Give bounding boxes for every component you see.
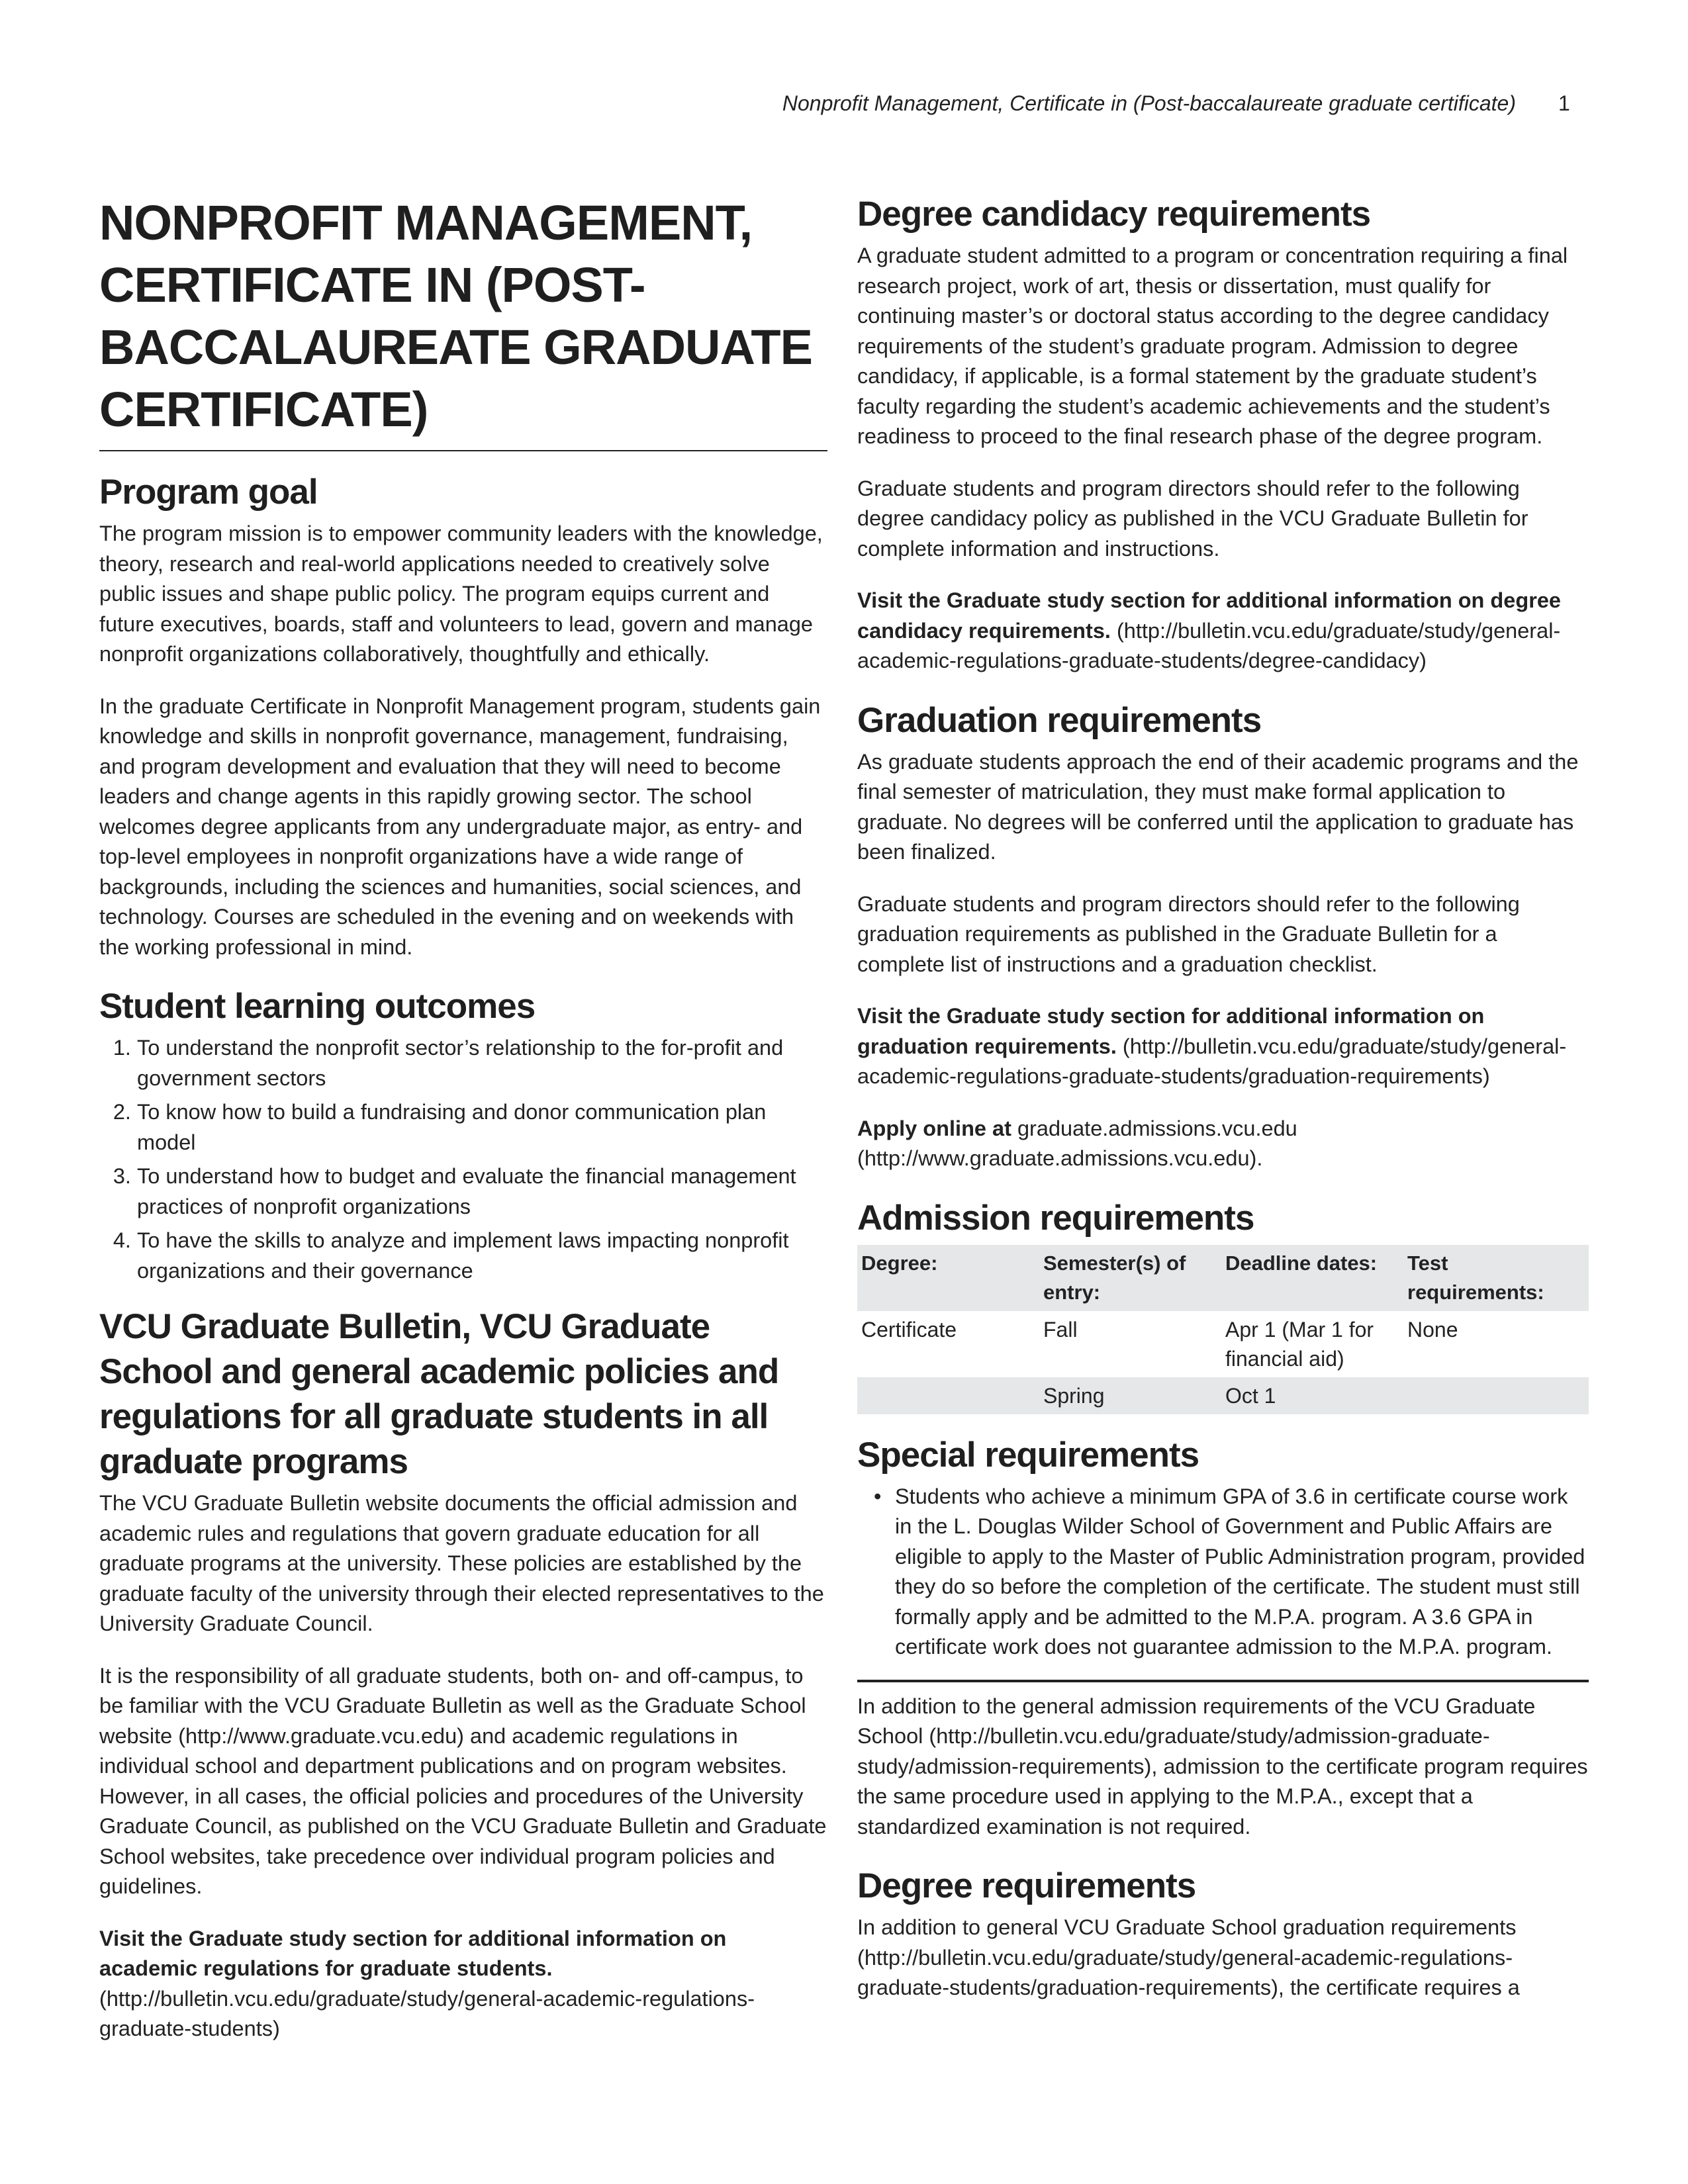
special-item-text: Students who achieve a minimum GPA of 3.6 in certificate course work in the L. Douglas Wilder School of Government and Public Affairs are eligible to apply to the Master of Public Administration program, provided they do so before the completion of the certificate. The student must still formally apply and be admitted to the M.P.A. program. A 3.6 GPA in certificate work does not guarantee admission to the M.P.A. program. — [895, 1484, 1585, 1659]
graduation-paragraph-3 — [857, 1001, 1589, 1092]
outcomes-list — [99, 1033, 827, 1286]
special-heading: Special requirements — [857, 1435, 1199, 1475]
candidacy-heading: Degree candidacy requirements — [857, 195, 1371, 234]
list-item — [874, 1482, 1589, 1662]
list-item: 1. To understand the nonprofit sector’s relationship to the for-profit and government sectors — [137, 1033, 827, 1093]
special-list — [857, 1482, 1589, 1662]
admission-table — [857, 1245, 1589, 1414]
table-cell: Apr 1 (Mar 1 for financial aid) — [1225, 1317, 1374, 1371]
column-header: Test requirements: — [1403, 1245, 1589, 1311]
title-line-2: CERTIFICATE IN (POST- — [99, 257, 645, 312]
program-goal-paragraph-2: In the graduate Certificate in Nonprofit Management program, students gain knowledge and skills in nonprofit governance, management, fundraising, and program development and evaluation that they will need to become leaders and change agents in this rapidly growing sector. The school welcomes degree applicants from any undergraduate major, as entry- and top-level employees in nonprofit organizations have a wide range of backgrounds, including the sciences and humanities, social sciences, and technology. Courses are scheduled in the evening and on weekends with the working professional in mind. — [99, 694, 821, 959]
table-row — [857, 1377, 1589, 1414]
table-row — [857, 1311, 1589, 1377]
program-goal-heading: Program goal — [99, 473, 318, 512]
table-header-row — [857, 1245, 1589, 1311]
table-cell: None — [1407, 1317, 1458, 1342]
special-note: In addition to the general admission requirements of the VCU Graduate School (http://bulletin.vcu.edu/graduate/study/admission-graduate-study/admission-requirements), admission to the certificate program requires the same procedure used in applying to the M.P.A., except that a standardized examination is not required. — [857, 1694, 1588, 1839]
apply-online-lead: Apply online at — [857, 1116, 1011, 1140]
right-column — [857, 192, 1589, 2025]
graduation-heading: Graduation requirements — [857, 700, 1262, 740]
apply-online-link[interactable]: graduate.admissions.vcu.edu (http://www.graduate.admissions.vcu.edu). — [857, 1116, 1297, 1170]
bulletin-paragraph-1: The VCU Graduate Bulletin website documents the official admission and academic rules and regulations that govern graduate education for all graduate programs at the university. These policies are established by the graduate faculty of the university through their elected representatives to the University Graduate Council. — [99, 1491, 824, 1635]
bulletin-paragraph-3 — [99, 1924, 827, 2044]
title-line-1: NONPROFIT MANAGEMENT, — [99, 195, 753, 250]
degree-paragraph-1: In addition to general VCU Graduate School graduation requirements (http://bulletin.vcu.edu/graduate/study/general-academic-regulations-graduate-students/graduation-requirements), the certificate requires a — [857, 1915, 1520, 1999]
table-cell: Certificate — [861, 1317, 957, 1342]
left-column — [99, 192, 827, 2066]
bulletin-heading: VCU Graduate Bulletin, VCU Graduate School and general academic policies and regulations for all graduate students in all graduate programs — [99, 1307, 779, 1481]
graduation-paragraph-1: As graduate students approach the end of their academic programs and the final semester of matriculation, they must make formal application to graduate. No degrees will be conferred until the application to graduate has been finalized. — [857, 749, 1579, 864]
title-line-3: BACCALAUREATE GRADUATE — [99, 320, 812, 375]
bulletin-paragraph-2: It is the responsibility of all graduate students, both on- and off-campus, to be familiar with the VCU Graduate Bulletin as well as the Graduate School website (http://www.graduate.vcu.edu) and academic regulations in individual school and department publications and on program websites. However, in all cases, the official policies and procedures of the University Graduate Council, as published on the VCU Graduate Bulletin and Graduate School websites, take precedence over individual program policies and guidelines. — [99, 1663, 827, 1898]
outcomes-heading: Student learning outcomes — [99, 987, 536, 1026]
page-number: 1 — [1558, 91, 1570, 115]
table-cell — [857, 1377, 1039, 1414]
list-item: 4. To have the skills to analyze and implement laws impacting nonprofit organizations and their governance — [137, 1226, 827, 1286]
column-header: Deadline dates: — [1221, 1245, 1403, 1311]
column-header: Semester(s) of entry: — [1039, 1245, 1221, 1311]
apply-online-paragraph — [857, 1114, 1589, 1174]
page-title — [99, 192, 827, 451]
candidacy-link-lead[interactable]: Visit the Graduate study section for additional information on degree candidacy requirements. — [857, 588, 1562, 643]
graduation-paragraph-2: Graduate students and program directors should refer to the following graduation requirements as published in the Graduate Bulletin for a complete list of instructions and a graduation checklist. — [857, 891, 1520, 976]
list-item: 2. To know how to build a fundraising and donor communication plan model — [137, 1097, 827, 1158]
program-goal-paragraph-1: The program mission is to empower community leaders with the knowledge, theory, research and real-world applications needed to creatively solve public issues and shape public policy. The program equips current and future executives, boards, staff and volunteers to lead, govern and manage nonprofit organizations collaboratively, thoughtfully and ethically. — [99, 522, 823, 666]
candidacy-link-url[interactable]: (http://bulletin.vcu.edu/graduate/study/general-academic-regulations-graduate-students/degree-candidacy) — [857, 618, 1561, 672]
running-header: Nonprofit Management, Certificate in (Post-baccalaureate graduate certificate) — [782, 91, 1516, 115]
candidacy-paragraph-1: A graduate student admitted to a program or concentration requiring a final research project, work of art, thesis or dissertation, must qualify for continuing master’s or doctoral status according to the degree candidacy requirements of the student’s graduate program. Admission to degree candidacy, if applicable, is a formal statement by the graduate student’s faculty regarding the student’s academic achievements and the student’s readiness to proceed to the final research phase of the degree program. — [857, 244, 1568, 448]
candidacy-paragraph-3 — [857, 586, 1589, 676]
bulletin-link-url[interactable]: (http://bulletin.vcu.edu/graduate/study/general-academic-regulations-graduate-students) — [99, 1986, 755, 2040]
table-cell — [1403, 1377, 1589, 1414]
bulletin-link-lead[interactable]: Visit the Graduate study section for additional information on academic regulations for graduate students. — [99, 1926, 727, 1980]
divider — [857, 1680, 1589, 1682]
graduation-link-lead[interactable]: Visit the Graduate study section for additional information on graduation requirements. — [857, 1004, 1485, 1058]
bullet-icon: • — [874, 1484, 882, 1508]
table-cell: Oct 1 — [1221, 1377, 1403, 1414]
list-item: 3. To understand how to budget and evaluate the financial management practices of nonprofit organizations — [137, 1161, 827, 1222]
admission-heading: Admission requirements — [857, 1198, 1254, 1238]
degree-heading: Degree requirements — [857, 1866, 1196, 1905]
table-cell: Spring — [1039, 1377, 1221, 1414]
column-header: Degree: — [857, 1245, 1039, 1311]
table-cell: Fall — [1043, 1317, 1078, 1342]
candidacy-paragraph-2: Graduate students and program directors should refer to the following degree candidacy policy as published in the VCU Graduate Bulletin for complete information and instructions. — [857, 476, 1528, 561]
title-line-4: CERTIFICATE) — [99, 382, 428, 437]
graduation-link-url[interactable]: (http://bulletin.vcu.edu/graduate/study/general-academic-regulations-graduate-students/graduation-requirements) — [857, 1034, 1567, 1088]
